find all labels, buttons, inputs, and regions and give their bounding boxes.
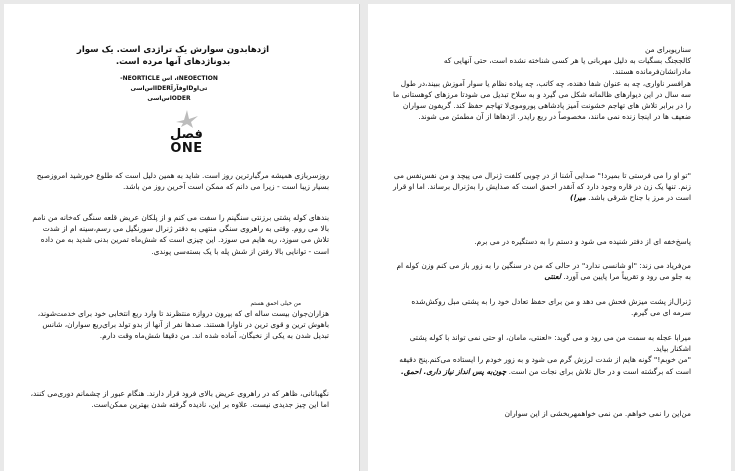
paragraph: من‌این را نمی خواهم. من نمی خواهمهربخشی از این سواران [504,409,691,418]
paragraph-text: میرابا عجله به سمت من می رود و می گوید: «لعنتی، مامان، او حتی نمی تواند با کوله پشتی اشکنار بیاید. "من خوبم!" گونه هایم از شدت لرزش گرم می شود و به زور خودم را ایستاده می‌کنم.پنج دقیقه است که برگشته است و در حال تلاش برای نجات من است. [399,333,691,376]
sub-heading: من خیلی احمق هستم [250,301,301,307]
emphasis-text: میرا) [570,193,586,203]
paragraph: روزسربازی همیشه مرگبارترین روز است. شاید به همین دلیل است که طلوع خورشید امروزصبح بسیار زیبا است - زیرا می دانم که ممکن است آخرین روز من باشد. [36,171,329,192]
attribution-line-1: ıNEOECTION، اس NEORTICLE- [120,75,218,82]
chapter-label-english: ONE [170,141,203,156]
paragraph: سناریوبرای من کالججنگ بسگیات به دلیل مهربانی یا هر کسی شناخته نشده است، حتی آنهایی که مادرانشان‌فرمانده هستند. هرافسر ناواری، چه به عنوان شفا دهنده، چه کاتب، چه پیاده نظام یا سوار آموزش ببیند،در طول سه سال در این دیوارهای ظالمانه شکل می گیرد و به سلاح تبدیل می شودتا مرزهای کوهستانی ما را در برابر تلاش های تهاجم خشونت آمیز پادشاهی پوروموی‌لا تهاجم حفظ کند. گریفون سواران ضعیف ها در اینجا زنده نمی مانند، مخصوصاً در ربع رایدر. اژدهاها از آن مطمئن می شوند. [392,45,691,122]
emphasis-text: چون‌به پس انداز نیاز داری. احمق. [401,366,507,376]
paragraph-text: من‌فریاد می زند: "او شانسی ندارد" در حالی که من در سنگین را به زور باز می کنم وزن کوله ام به جلو می رود و تقریباً مرا پایین می آورد. [396,261,691,282]
paragraph: ژنرال‌از پشت میزش فحش می دهد و من برای حفظ تعادل خود را به پشتی مبل روکش‌شده سرمه ای می گیرم. [411,297,691,318]
attribution-line-2: تی‌اوDاوفآرآIDERاس‌اسی [130,85,208,92]
epigraph-line-2: بدوناژدهای آنها مرده است. [115,57,231,67]
epigraph [73,44,273,68]
paragraph: بندهای کوله پشتی برزنتی سنگینم را سفت می کنم و از پلکان عریض قلعه سنگی کەخانه من نامم بالا می روم. وقتی به راهروی سنگی منتهی به دفتر ژنرال سورنگیل می رسم،سینه ام از شدت تلاش می سوزد، ریه هایم می سوزد. این چیزی است که شش‌ماه تمرین بدنی شدید به من داده است - توانایی بالا رفتن از شش پله با یک بسته‌سی پوندی. [32,213,329,256]
paragraph [391,260,691,282]
paragraph: نگهبانانی، ظاهر که در راهروی عریض بالای فرود قرار دارند. هنگام عبور از چشمانم دوری‌می کنند، اما این چیز جدیدی نیست. علاوه بر این، نادیده گرفته شدن بهترین ممکن‌است. [30,389,329,410]
right-page [368,4,731,471]
chapter-label-arabic: فصل [170,127,203,142]
epigraph-attribution [79,74,259,104]
epigraph-line-1: اژدهابدون سوارش یک تراژدی است. یک سوار [76,45,270,55]
paragraph [391,170,691,204]
chapter-heading [170,128,203,156]
paragraph: هزاران‌جوان بیست ساله ای که بیرون دروازه منتظرند تا وارد ربع انتخابی خود برای خدمت‌شوند، باهوش ترین و قوی ترین در ناوارا هستند. صدها نفر از آنها از بدو تولد برای‌ربع سواران، شانس تبدیل شدن به یکی از نخبگان، آماده شده اند. من دقیقا شش‌ماه وقت دارم. [37,309,329,341]
attribution-line-3: ODERاس‌اسی [147,95,191,102]
paragraph-text: "تو او را می فرستی تا بمیرد!" صدایی آشنا از در چوبی کلفت ژنرال می پیچد و من نفس‌نفس می زنم. تنها یک زن در قاره وجود دارد که آنقدر احمق است که صدایش را به‌ژنرال برساند. اما او قرار است در مرز با جناح شرقی باشد. [393,171,691,203]
emphasis-text: لعنتی [544,272,561,282]
left-page [4,4,360,471]
paragraph [391,332,691,377]
paragraph: پاسخ‌خفه ای از دفتر شنیده می شود و دستم را به دستگیره در می برم. [474,237,691,246]
